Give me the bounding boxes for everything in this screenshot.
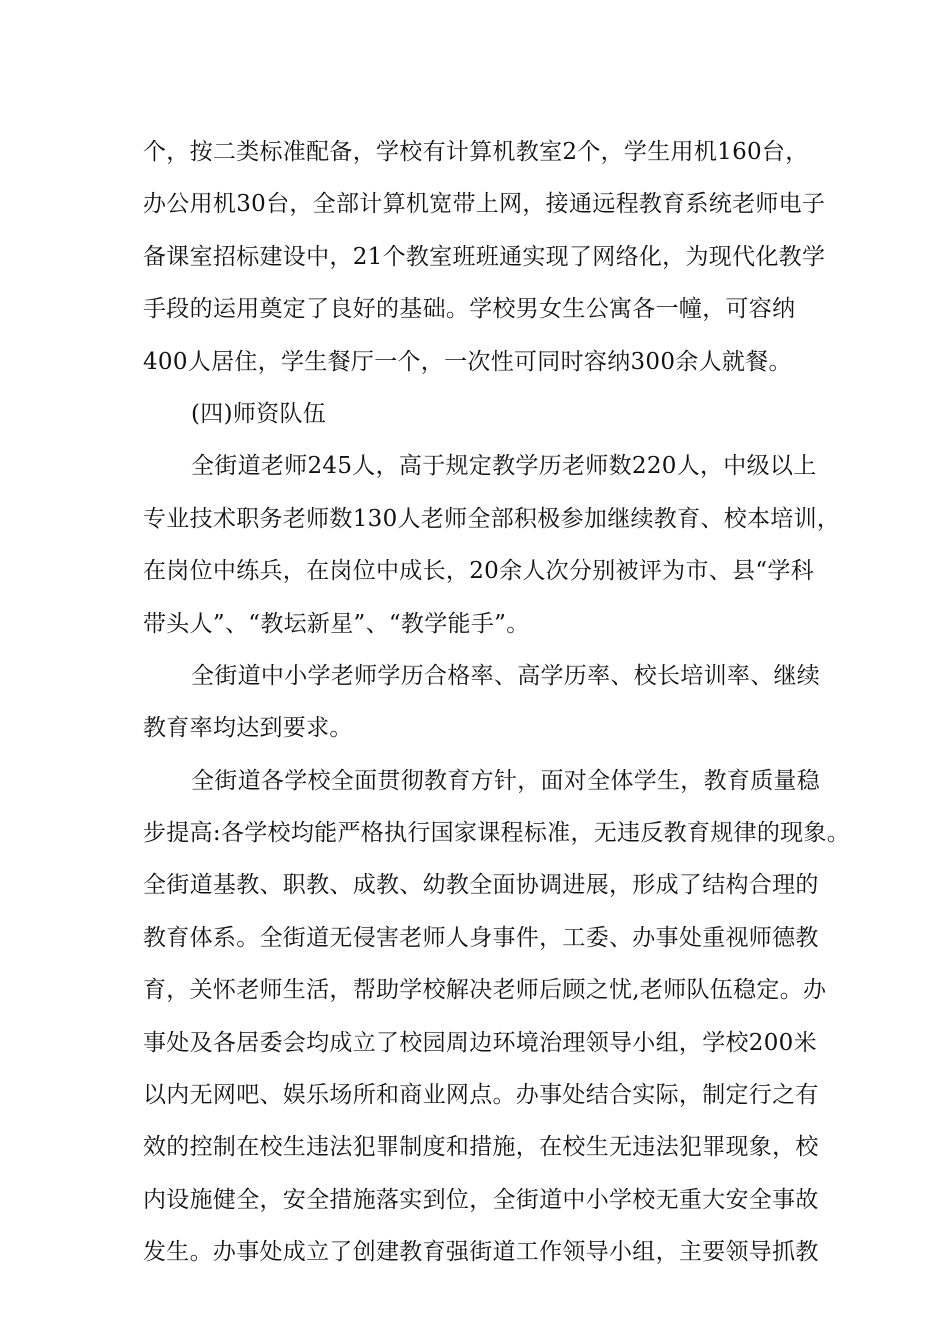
text-line: 带头人”、“教坛新星”、“教学能手”。 (143, 610, 530, 637)
text-line: 在岗位中练兵，在岗位中成长，20余人次分别被评为市、县“学科 (143, 558, 815, 585)
text-line: 个，按二类标准配备，学校有计算机教室2个，学生用机160台， (143, 139, 809, 165)
text-line: 办公用机30台，全部计算机宽带上网，接通远程教育系统老师电子 (143, 191, 826, 218)
paragraph-start-line: 全街道各学校全面贯彻教育方针，面对全体学生，教育质量稳 (191, 767, 821, 794)
paragraph-start-line: 全街道中小学老师学历合格率、高学历率、校长培训率、继续 (191, 662, 821, 689)
text-line: 备课室招标建设中，21个教室班班通实现了网络化，为现代化教学 (143, 243, 826, 270)
text-line: 教育体系。全街道无侵害老师人身事件，工委、办事处重视师德教 (143, 924, 819, 951)
text-line: 步提高:各学校均能严格执行国家课程标准，无违反教育规律的现象。 (143, 820, 851, 847)
document-body (143, 126, 851, 1279)
text-line: 全街道基教、职教、成教、幼教全面协调进展，形成了结构合理的 (143, 872, 819, 899)
text-line: 事处及各居委会均成立了校园周边环境治理领导小组，学校200米 (143, 1029, 817, 1056)
text-line: 400人居住，学生餐厅一个，一次性可同时容纳300余人就餐。 (143, 348, 792, 375)
text-line: 手段的运用奠定了良好的基础。学校男女生公寓各一幢，可容纳 (143, 296, 796, 323)
text-line: 以内无网吧、娱乐场所和商业网点。办事处结合实际，制定行之有 (143, 1082, 819, 1109)
text-line: 专业技术职务老师数130人老师全部积极参加继续教育、校本培训， (143, 505, 841, 532)
text-line: 教育率均达到要求。 (143, 715, 353, 742)
text-line: 效的控制在校生违法犯罪制度和措施，在校生无违法犯罪现象，校 (143, 1134, 819, 1161)
text-line: 发生。办事处成立了创建教育强街道工作领导小组，主要领导抓教 (143, 1239, 819, 1266)
paragraph-start-line: 全街道老师245人，高于规定教学历老师数220人，中级以上 (191, 453, 817, 480)
text-line: 内设施健全，安全措施落实到位，全街道中小学校无重大安全事故 (143, 1186, 819, 1213)
section-heading: (四)师资队伍 (191, 400, 327, 427)
text-line: 育，关怀老师生活，帮助学校解决老师后顾之忧,老师队伍稳定。办 (143, 977, 827, 1004)
